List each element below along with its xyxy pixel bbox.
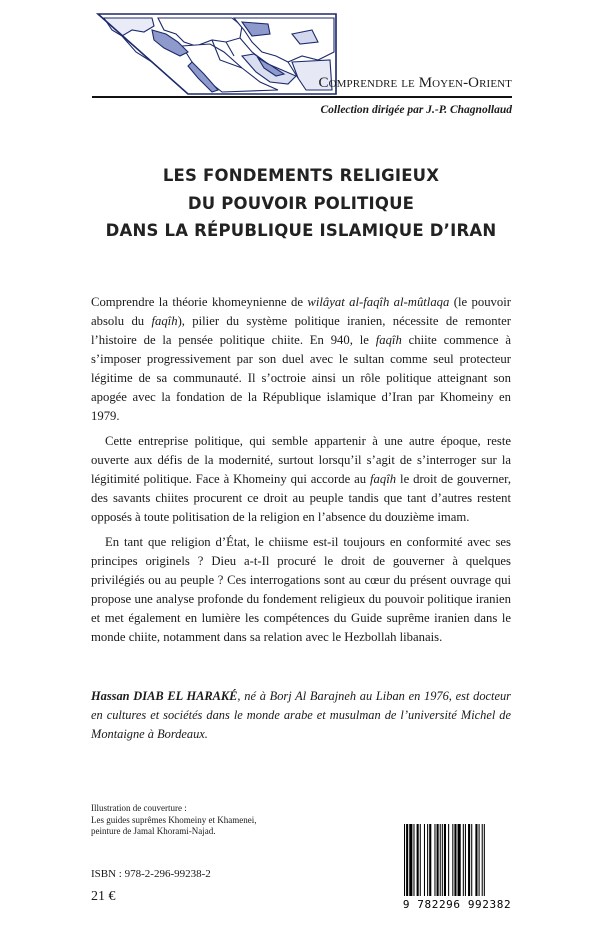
book-title-line: DANS LA RÉPUBLIQUE ISLAMIQUE D’IRAN (105, 221, 497, 240)
cover-illustration-credit: Illustration de couverture : Les guides suprêmes Khomeiny et Khamenei, peinture de Jamal Khorami-Najad. (91, 803, 257, 836)
price: 21 € (91, 889, 116, 904)
book-title-line: LES FONDEMENTS RELIGIEUX (162, 166, 440, 185)
author-bio: Hassan DIAB EL HARAKÉ, né à Borj Al Barajneh au Liban en 1976, est docteur en cultures et sociétés dans le monde arabe et musulman de l’université Michel de Montaigne à Bordeaux. (91, 689, 511, 741)
summary-paragraph: Cette entreprise politique, qui semble appartenir à une autre époque, reste ouverte aux défis de la modernité, surtout lorsqu’il s’agit de s’interroger sur la légitimité politique. Face à Khomeiny qui accorde au faqîh le droit de gouverner, des savants chiites procurent ce droit au peuple tandis que tant d’autres restent opposés à toute politisation de la religion en l’absence du douzième imam. (91, 434, 511, 524)
book-title (60, 162, 542, 245)
arabic-term: faqîh (151, 314, 178, 328)
series-title: Comprendre le Moyen-Orient (318, 75, 512, 91)
summary-paragraph: Comprendre la théorie khomeynienne de wilâyat al-faqîh al-mûtlaqa (le pouvoir absolu du faqîh), pilier du système politique iranien, nécessite de remonter l’histoire de la pensée politique chiite. En 940, le faqîh chiite commence à s’imposer progressivement par son duel avec le sultan comme seul protecteur légitime de sa communauté. Il s’octroie ainsi un rôle politique atteignant son apogée avec la fondation de la République islamique d’Iran par Khomeiny en 1979. (91, 295, 512, 423)
isbn: ISBN : 978-2-296-99238-2 (91, 868, 211, 880)
back-cover-summary (91, 293, 511, 653)
arabic-term: faqîh (370, 472, 397, 486)
book-title-line: DU POUVOIR POLITIQUE (187, 193, 415, 213)
summary-paragraph: En tant que religion d’État, le chiisme est-il toujours en conformité avec ses principes originels ? Dieu a-t-Il procuré le droit de gouverner à quelques privilégiés ou au peuple ? Ces interrogations sont au cœur du présent ouvrage qui propose une analyse profonde du fondement religieux du pouvoir politique iranien et met également en lumière les compétences du Guide suprême iranien dans le monde chiite, notamment dans sa relation avec le Hezbollah libanais. (91, 535, 511, 644)
series-editor: Collection dirigée par J.-P. Chagnollaud (320, 104, 512, 116)
barcode-digits: 9 782296 992382 (402, 898, 512, 911)
author-name: Hassan DIAB EL HARAKÉ (91, 689, 238, 703)
arabic-term: faqîh (375, 333, 402, 347)
arabic-term: wilâyat al-faqîh al-mûtlaqa (307, 295, 450, 309)
series-divider (92, 96, 512, 98)
barcode-icon (396, 822, 518, 912)
